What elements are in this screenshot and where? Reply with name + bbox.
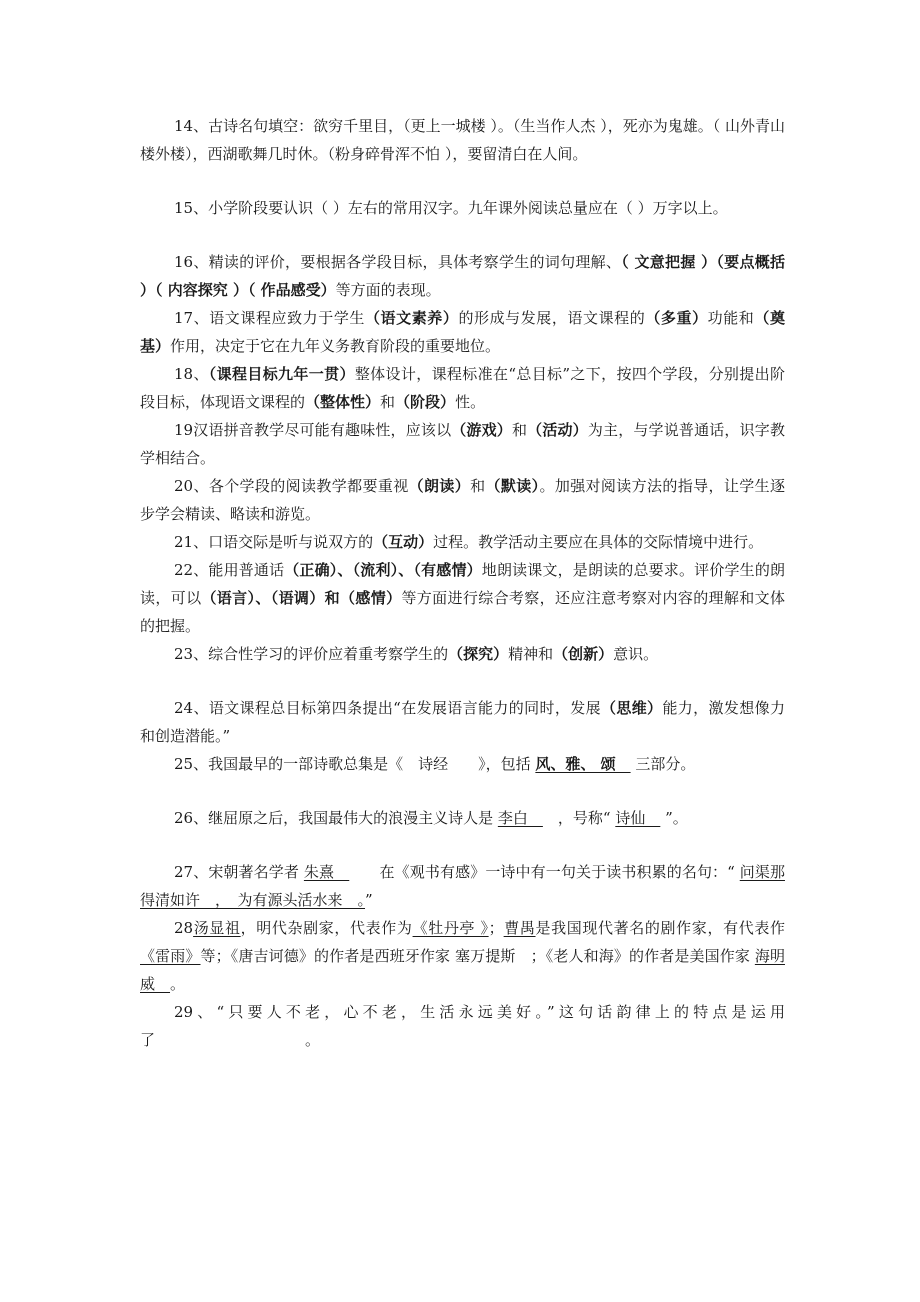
question-27: 27、宋朝著名学者 朱熹 在《观书有感》一诗中有一句关于读书积累的名句：“ 问渠那得清如许 ， 为有源头活水来 。”: [140, 863, 785, 909]
question-21: 21、口语交际是听与说双方的（互动）过程。教学活动主要应在具体的交际情境中进行。: [174, 533, 764, 551]
question-17: 17、语文课程应致力于学生（语文素养）的形成与发展，语文课程的（多重）功能和（奠基）作用，决定于它在九年义务教育阶段的重要地位。: [140, 309, 785, 355]
question-19: 19汉语拼音教学尽可能有趣味性，应该以（游戏）和（活动）为主，与学说普通话，识字教学相结合。: [140, 421, 785, 467]
question-15: 15、小学阶段要认识（ ）左右的常用汉字。九年课外阅读总量应在（ ）万字以上。: [174, 199, 728, 217]
question-16: 16、精读的评价，要根据各学段目标，具体考察学生的词句理解、（ 文意把握 ）（要点概括 ）（ 内容探究 ）（ 作品感受）等方面的表现。: [140, 253, 786, 299]
question-28: 28汤显祖，明代杂剧家，代表作为《牡丹亭 》；曹禺是我国现代著名的剧作家，有代表作《雷雨》等；《唐吉诃德》的作者是西班牙作家 塞万提斯 ；《老人和海》的作者是美国作家 海明威 。: [140, 919, 785, 993]
question-14: 14、古诗名句填空：欲穷千里目，（更上一城楼 ）。（生当作人杰 ），死亦为鬼雄。（ 山外青山楼外楼），西湖歌舞几时休。（粉身碎骨浑不怕 ），要留清白在人间。: [140, 117, 785, 163]
question-25: 25、我国最早的一部诗歌总集是《 诗经 》，包括 风、雅、 颂 三部分。: [174, 755, 696, 773]
question-23: 23、综合性学习的评价应着重考察学生的（探究）精神和（创新）意识。: [174, 645, 659, 663]
question-20: 20、各个学段的阅读教学都要重视（朗读）和（默读）。加强对阅读方法的指导，让学生逐步学会精读、略读和游览。: [140, 477, 785, 523]
question-22: 22、能用普通话（正确）、（流利）、（有感情）地朗读课文，是朗读的总要求。评价学生的朗读，可以（语言）、（语调）和（感情）等方面进行综合考察，还应注意考察对内容的理解和文体的把握。: [140, 561, 785, 635]
question-29: 29、“只要人不老，心不老，生活永远美好。”这句话韵律上的特点是运用了 。: [140, 1003, 785, 1049]
question-26: 26、继屈原之后，我国最伟大的浪漫主义诗人是 李白 ，号称“ 诗仙 ”。: [174, 809, 688, 827]
question-24: 24、语文课程总目标第四条提出“在发展语言能力的同时，发展（思维）能力，激发想像力和创造潜能。”: [140, 699, 785, 745]
document-body: [140, 112, 785, 1054]
question-18: 18、（课程目标九年一贯）整体设计，课程标准在“总目标”之下，按四个学段，分别提出阶段目标，体现语文课程的（整体性）和（阶段）性。: [140, 365, 785, 411]
